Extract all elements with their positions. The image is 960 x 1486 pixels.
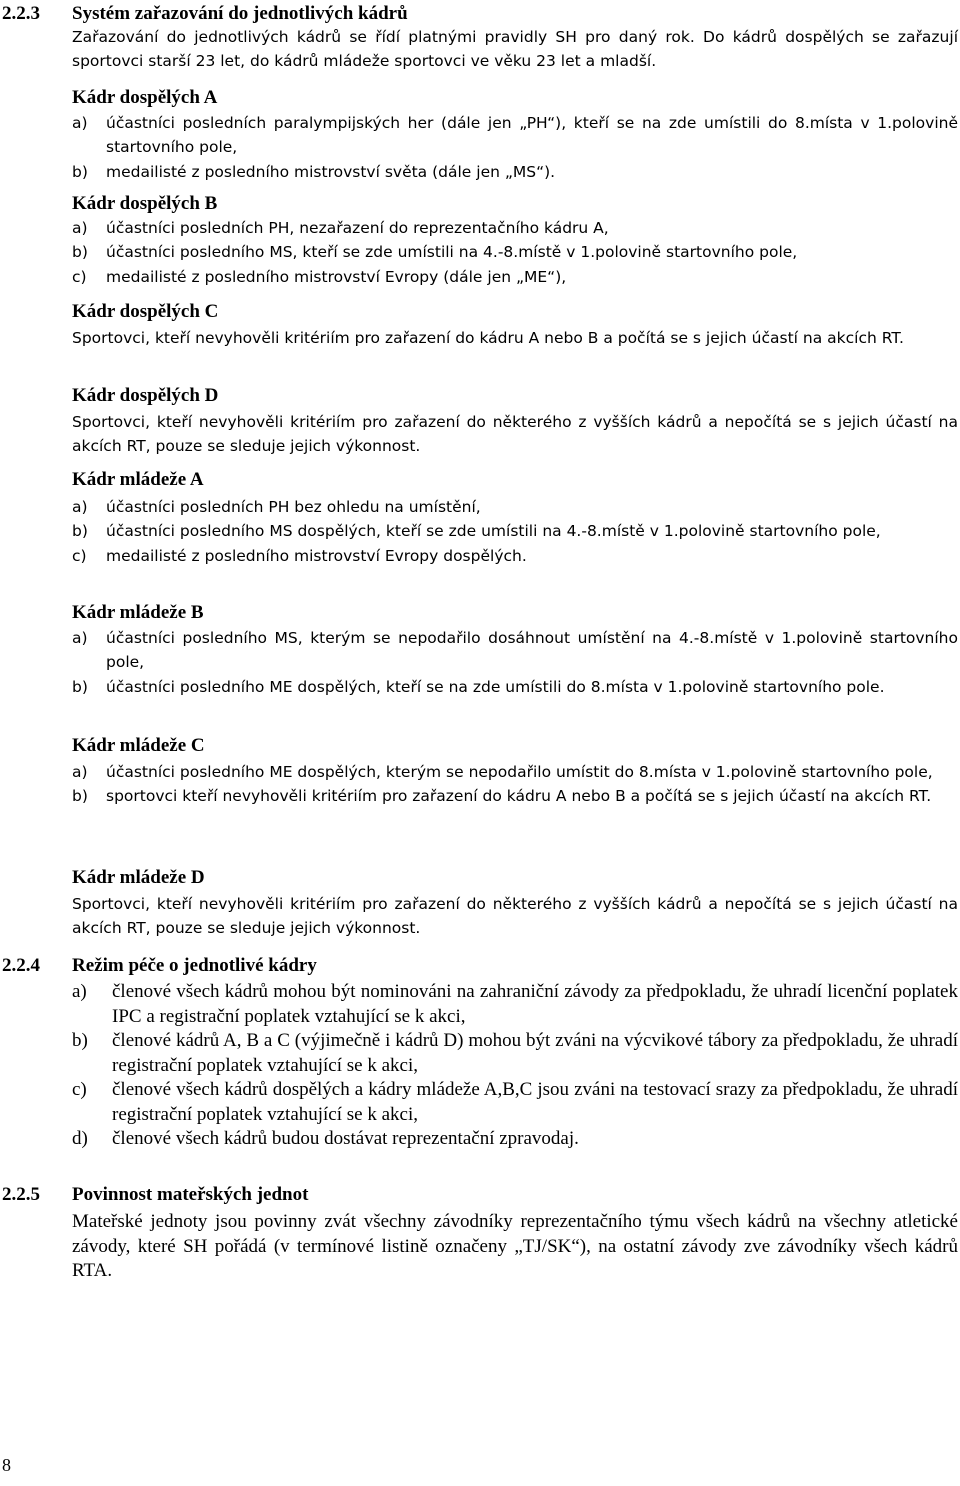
list-marker: a) <box>72 498 88 516</box>
section-title-2-2-5 <box>2 1183 308 1207</box>
list-item <box>72 160 958 184</box>
heading-kadr-dospelych-b: Kádr dospělých B <box>72 193 218 214</box>
heading-kadr-dospelych-a: Kádr dospělých A <box>72 87 218 108</box>
list-item-text: účastníci posledního MS, kteří se zde umístili na 4.-8.místě v 1.polovině startovního pole, <box>106 243 798 262</box>
list-item-text: členové všech kádrů dospělých a kádry mládeže A,B,C jsou zváni na testovací srazy za předpokladu, že uhradí registrační poplatek vztahující se k akci, <box>112 1079 958 1125</box>
list-item-text: účastníci posledního MS dospělých, kteří se zde umístili na 4.-8.místě v 1.polovině startovního pole, <box>106 522 881 541</box>
list-item <box>72 980 958 1029</box>
list-kadr-mladeze-c <box>72 760 958 809</box>
list-item <box>72 626 958 675</box>
paragraph-povinnost-jednot: Mateřské jednoty jsou povinny zvát všechny závodníky reprezentačního týmu všech kádrů na všechny atletické závody, které SH pořádá (v termínové listině označeny „TJ/SK“), na ostatní závody zve závodníky všech kádrů RTA. <box>72 1211 958 1281</box>
list-kadr-mladeze-b <box>72 626 958 699</box>
list-item-text: sportovci kteří nevyhověli kritériím pro zařazení do kádru A nebo B a počítá se s jejich účastí na akcích RT. <box>106 787 932 806</box>
list-marker: b) <box>72 243 88 262</box>
list-marker: b) <box>72 1030 88 1051</box>
list-item <box>72 111 958 160</box>
list-marker: b) <box>72 522 88 541</box>
list-marker: b) <box>72 787 88 806</box>
list-marker: a) <box>72 219 88 237</box>
list-item-text: medailisté z posledního mistrovství světa (dále jen „MS“). <box>106 162 556 181</box>
intro-paragraph: Zařazování do jednotlivých kádrů se řídí platnými pravidly SH pro daný rok. Do kádrů dospělých se zařazují sportovci starší 23 let, do kádrů mládeže sportovci ve věku 23 let a mladší. <box>72 28 958 71</box>
list-marker: c) <box>72 1079 87 1100</box>
list-item-text: účastníci posledních PH bez ohledu na umístění, <box>106 498 481 516</box>
list-marker: a) <box>72 981 87 1002</box>
list-marker: a) <box>72 629 88 647</box>
list-marker: c) <box>72 267 87 286</box>
paragraph-kadr-dospelych-d: Sportovci, kteří nevyhověli kritériím pro zařazení do některého z vyšších kádrů a nepočítá se s jejich účastí na akcích RT, pouze se sleduje jejich výkonnost. <box>72 413 958 456</box>
heading-kadr-mladeze-c: Kádr mládeže C <box>72 735 205 756</box>
list-item-text: účastníci posledního ME dospělých, kterým se nepodařilo umístit do 8.místa v 1.polovině startovního pole, <box>106 763 933 781</box>
list-marker: c) <box>72 546 87 565</box>
list-item <box>72 1078 958 1127</box>
paragraph-kadr-mladeze-d: Sportovci, kteří nevyhověli kritériím pro zařazení do některého z vyšších kádrů a nepočítá se s jejich účastí na akcích RT, pouze se sleduje jejich výkonnost. <box>72 895 958 938</box>
list-kadr-mladeze-a <box>72 495 958 568</box>
list-item <box>72 519 958 543</box>
page-number: 8 <box>2 1455 11 1475</box>
list-kadr-dospelych-b <box>72 216 958 289</box>
list-marker: b) <box>72 677 88 696</box>
list-marker: a) <box>72 114 88 132</box>
list-item <box>72 495 958 519</box>
list-item <box>72 1029 958 1078</box>
list-item-text: medailisté z posledního mistrovství Evropy dospělých. <box>106 546 527 565</box>
list-marker: b) <box>72 162 88 181</box>
list-rezim-pece <box>72 980 958 1152</box>
list-item <box>72 784 958 808</box>
section-title-text: Systém zařazování do jednotlivých kádrů <box>72 3 408 24</box>
list-item <box>72 216 958 240</box>
section-number: 2.2.5 <box>2 1184 40 1205</box>
list-item-text: medailisté z posledního mistrovství Evropy (dále jen „ME“), <box>106 267 567 286</box>
paragraph-kadr-dospelych-c: Sportovci, kteří nevyhověli kritériím pro zařazení do kádru A nebo B a počítá se s jejich účastí na akcích RT. <box>72 329 904 347</box>
list-item <box>72 240 958 264</box>
section-number: 2.2.4 <box>2 955 40 976</box>
section-title-text: Povinnost mateřských jednot <box>72 1184 309 1205</box>
heading-kadr-dospelych-c: Kádr dospělých C <box>72 301 219 322</box>
list-item-text: členové všech kádrů budou dostávat reprezentační zpravodaj. <box>112 1128 579 1149</box>
list-item-text: členové kádrů A, B a C (výjimečně i kádrů D) mohou být zváni na výcvikové tábory za předpokladu, že uhradí registrační poplatek vztahující se k akci, <box>112 1030 958 1076</box>
list-item <box>72 1127 958 1152</box>
heading-kadr-mladeze-d: Kádr mládeže D <box>72 867 205 888</box>
list-item <box>72 675 958 699</box>
list-item-text: účastníci posledního ME dospělých, kteří se na zde umístili do 8.místa v 1.polovině startovního pole. <box>106 677 885 696</box>
heading-kadr-dospelych-d: Kádr dospělých D <box>72 385 219 406</box>
heading-kadr-mladeze-a: Kádr mládeže A <box>72 469 204 490</box>
section-title-2-2-3 <box>2 2 408 26</box>
list-item <box>72 265 958 289</box>
list-item <box>72 760 958 784</box>
heading-kadr-mladeze-b: Kádr mládeže B <box>72 602 204 623</box>
list-kadr-dospelych-a <box>72 111 958 184</box>
list-item-text: účastníci posledních paralympijských her (dále jen „PH“), kteří se na zde umístili do 8.místa v 1.polovině startovního pole, <box>106 114 958 157</box>
section-title-2-2-4 <box>2 954 317 978</box>
list-item-text: členové všech kádrů mohou být nominováni na zahraniční závody za předpokladu, že uhradí licenční poplatek IPC a registrační poplatek vztahující se k akci, <box>112 981 958 1027</box>
section-number: 2.2.3 <box>2 3 40 24</box>
list-item-text: účastníci posledního MS, kterým se nepodařilo dosáhnout umístění na 4.-8.místě v 1.polovině startovního pole, <box>106 629 958 672</box>
list-item-text: účastníci posledních PH, nezařazení do reprezentačního kádru A, <box>106 219 609 237</box>
list-marker: a) <box>72 763 88 781</box>
list-item <box>72 544 958 568</box>
section-title-text: Režim péče o jednotlivé kádry <box>72 955 317 976</box>
list-marker: d) <box>72 1128 88 1149</box>
